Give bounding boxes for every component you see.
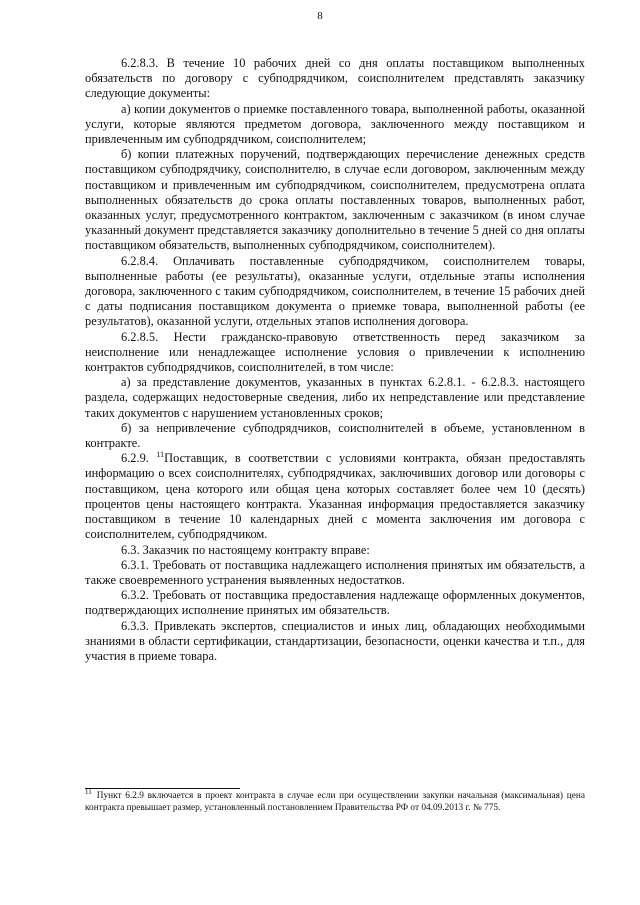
footnote-text: Пункт 6.2.9 включается в проект контракта в случае если при осуществлении закупки начальная (максимальная) цена контракта превышает размер, установленный постановлением Правительства РФ от 04.09.2013 г. № 775. bbox=[85, 791, 585, 813]
paragraph-6-2-8-5-a: а) за представление документов, указанных в пунктах 6.2.8.1. - 6.2.8.3. настоящего раздела, содержащих недостоверные сведения, либо их непредставление или представление таких документов с нарушением установленных сроков; bbox=[85, 375, 585, 420]
paragraph-6-3-1: 6.3.1. Требовать от поставщика надлежащего исполнения принятых им обязательств, а также своевременного устранения выявленных недостатков. bbox=[85, 557, 585, 587]
paragraph-6-3-3: 6.3.3. Привлекать экспертов, специалистов и иных лиц, обладающих необходимыми знаниями в области сертификации, стандартизации, безопасности, оценки качества и т.п., для участия в приеме товара. bbox=[85, 618, 585, 663]
paragraph-6-2-8-5: 6.2.8.5. Нести гражданско-правовую ответственность перед заказчиком за неисполнение или ненадлежащее исполнение условия о привлечении к исполнению контрактов субподрядчиков, соисполнителей, в том числе: bbox=[85, 329, 585, 375]
footnote bbox=[85, 787, 585, 814]
paragraph-6-3: 6.3. Заказчик по настоящему контракту вправе: bbox=[121, 542, 370, 557]
page-number: 8 bbox=[317, 10, 323, 22]
paragraph-6-2-8-3: 6.2.8.3. В течение 10 рабочих дней со дня оплаты поставщиком выполненных обязательств по договору с субподрядчиком, соисполнителем представлять заказчику следующие документы: bbox=[85, 56, 585, 101]
paragraph-6-2-9 bbox=[85, 451, 585, 542]
paragraph-6-2-8-3-a: а) копии документов о приемке поставленного товара, выполненной работы, оказанной услуги, которые являются предметом договора, заключенного между поставщиком и привлеченным им субподрядчиком, соисполнителем; bbox=[85, 101, 585, 147]
paragraph-6-2-8-3-b: б) копии платежных поручений, подтверждающих перечисление денежных средств поставщиком субподрядчику, соисполнителю, в случае если договором, заключенным между поставщиком и привлеченным им субподрядчиком, соисполнителем, предусмотрена оплата выполненных обязательств до срока оплаты поставленных товаров, выполненных работ, оказанных услуг, предусмотренного контрактом, заключенным с заказчиком (в ином случае указанный документ представляется заказчику дополнительно в течение 5 дней со дня оплаты поставщиком обязательств, выполненных субподрядчиком, соисполнителем). bbox=[85, 147, 585, 253]
paragraph-6-3-2: 6.3.2. Требовать от поставщика предоставления надлежаще оформленных документов, подтверждающих исполнение принятых им обязательств. bbox=[85, 588, 585, 618]
paragraph-6-2-8-4: 6.2.8.4. Оплачивать поставленные субподрядчиком, соисполнителем товары, выполненные работы (ее результаты), оказанные услуги, отдельные этапы исполнения договора, заключенного с таким субподрядчиком, соисполнителем, в течение 15 рабочих дней с даты подписания поставщиком документа о приемке товара, выполненной работы (ее результатов), оказанной услуги, отдельных этапов исполнения договора. bbox=[85, 253, 585, 329]
paragraph-number: 6.2.9. bbox=[121, 451, 149, 466]
body-text bbox=[85, 56, 585, 664]
footnote-mark: 11 bbox=[85, 787, 92, 796]
footnote-reference[interactable]: 11 bbox=[156, 450, 165, 460]
paragraph-6-2-8-5-b: б) за непривлечение субподрядчиков, соисполнителей в объеме, установленном в контракте. bbox=[85, 420, 585, 451]
paragraph-text: Поставщик, в соответствии с условиями контракта, обязан предоставлять информацию о всех соисполнителях, субподрядчиках, заключивших договор или договоры с поставщиком, цена которого или общая цена которых составляет более чем 10 (десять) процентов цены настоящего контракта. Указанная информация предоставляется заказчику поставщиком в течение 10 календарных дней с момента заключения им договора с соисполнителем, субподрядчиком. bbox=[85, 451, 585, 542]
footnote-separator bbox=[85, 788, 240, 789]
